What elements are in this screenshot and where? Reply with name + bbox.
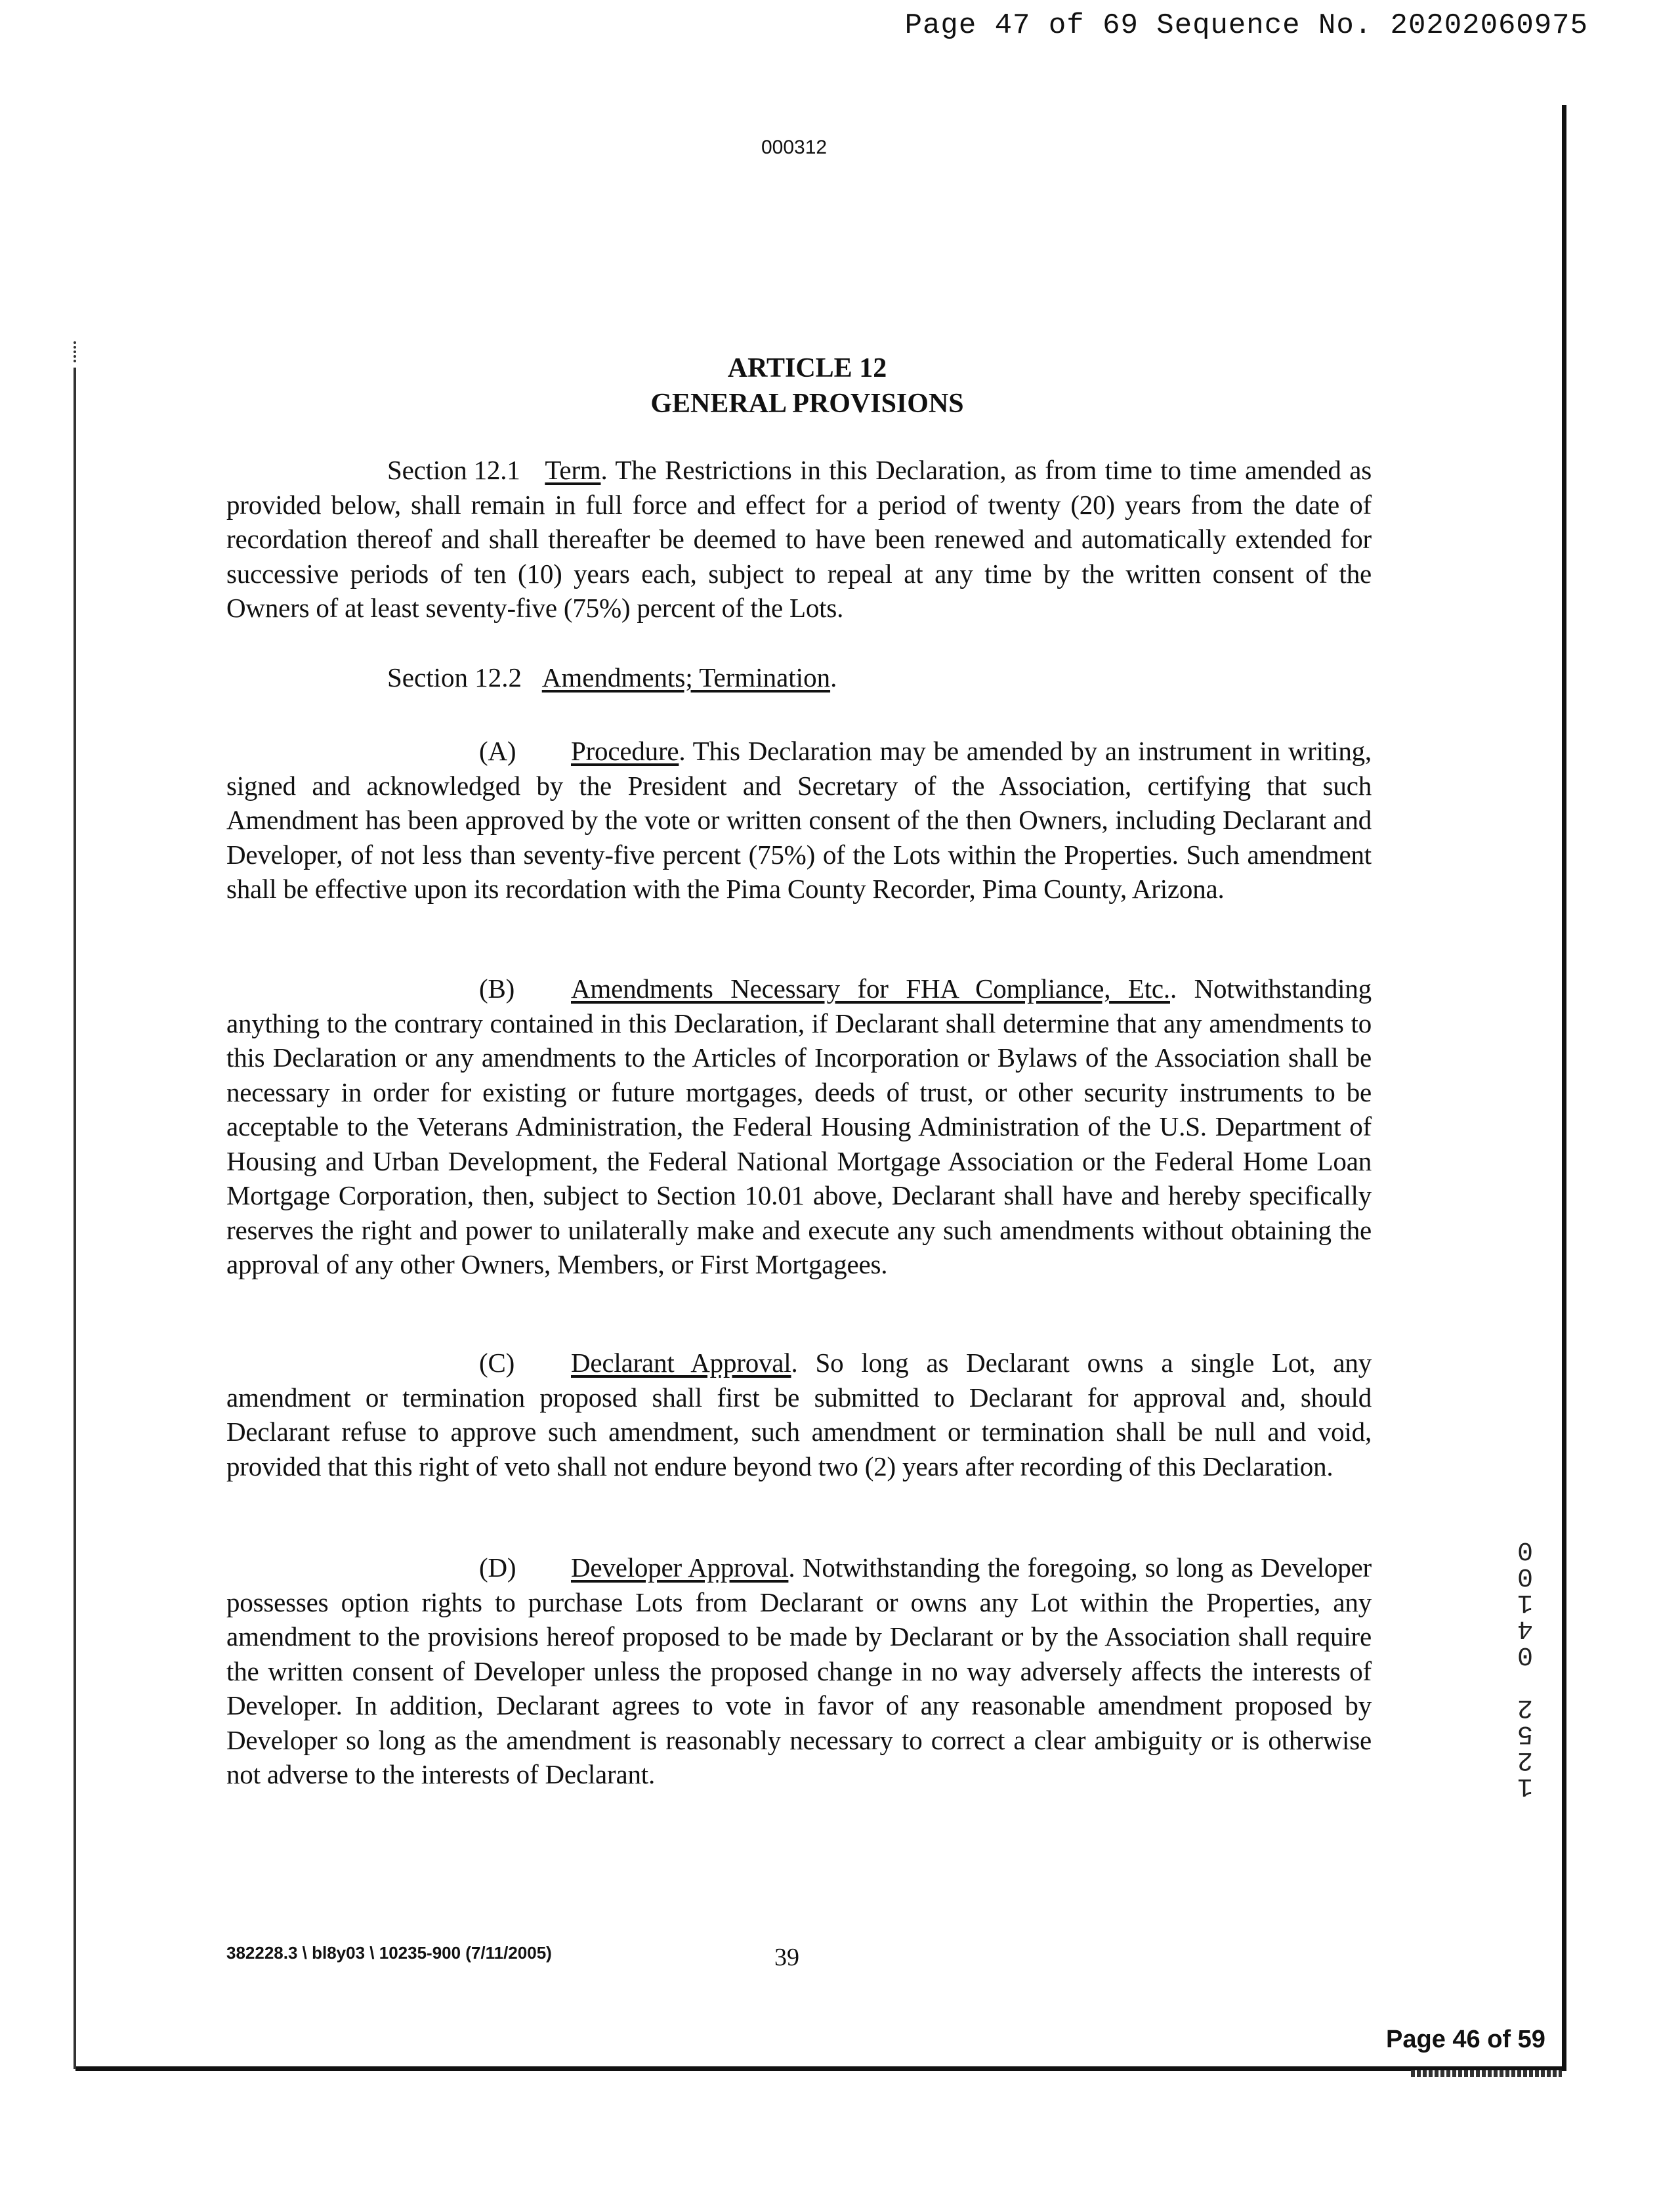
subsection-c-text: . So long as Declarant owns a single Lot, any amendment or termination proposed shall first be submitted to Declarant for approval and, should Declarant refuse to approve such amendment, such amendment or termination shall be null and void, provided that this right of veto shall not endure beyond two (2) years after recording of this Declaration. [226, 1348, 1372, 1481]
margin-stamp-digit: 1 [1517, 1771, 1534, 1801]
margin-stamp-digit: 0 [1517, 1561, 1534, 1590]
margin-stamp-digit: 1 [1517, 1587, 1534, 1617]
document-number: 000312 [761, 137, 828, 158]
section-12-2-heading: Amendments; Termination [541, 662, 831, 693]
section-12-1-text: . The Restrictions in this Declaration, as from time to time amended as provided below, shall remain in full force and effect for a period of twenty (20) years from the date of recordation thereof and shall thereafter be deemed to have been renewed and automatically extended for successive periods of ten (10) years each, subject to repeal at any time by the written consent of the Owners of at least seventy-five (75%) percent of the Lots. [226, 455, 1372, 623]
subsection-b-label: (B) [479, 973, 515, 1004]
footer-page-number: 39 [774, 1944, 799, 1971]
margin-stamp-digit: 2 [1517, 1745, 1534, 1774]
margin-stamp-digit: 0 [1517, 1640, 1534, 1669]
footer-document-reference: 382228.3 \ bl8y03 \ 10235-900 (7/11/2005) [226, 1943, 552, 1963]
illegible-fax-timestamp [1411, 2070, 1562, 2077]
section-12-2-trail: . [830, 662, 837, 693]
subsection-b-text: . Notwithstanding anything to the contrary contained in this Declaration, if Declarant shall determine that any amendments to this Declaration or any amendments to the Articles of Incorporation or Bylaws of the Association shall be necessary in order for existing or future mortgages, deeds of trust, or other security instruments to be acceptable to the Veterans Administration, the Federal Housing Administration of the U.S. Department of Housing and Urban Development, the Federal National Mortgage Association or the Federal Home Loan Mortgage Corporation, then, subject to Section 10.01 above, Declarant shall have and hereby specifically reserves the right and power to unilaterally make and execute any such amendments without obtaining the approval of any other Owners, Members, or First Mortgagees. [226, 973, 1372, 1279]
subsection-d-paragraph [226, 1550, 1372, 1792]
subsection-d-heading: Developer Approval [571, 1552, 789, 1583]
subsection-b-paragraph [226, 971, 1372, 1282]
section-12-2-heading-line [387, 662, 837, 693]
subsection-a-paragraph [226, 734, 1372, 906]
article-subtitle: GENERAL PROVISIONS [650, 389, 964, 419]
section-12-1-label: Section 12.1 [387, 455, 520, 485]
margin-stamp-digit: 4 [1517, 1613, 1534, 1643]
margin-stamp-digit: 0 [1517, 1535, 1534, 1564]
page-count-stamp: Page 46 of 59 [1386, 2026, 1545, 2053]
margin-stamp-digit: 2 [1517, 1692, 1534, 1722]
subsection-c-paragraph [226, 1346, 1372, 1483]
subsection-a-text: . This Declaration may be amended by an instrument in writing, signed and acknowledged by the President and Secretary of the Association, certifying that such Amendment has been approved by the vote or written consent of the then Owners, including Declarant and Developer, of not less than seventy-five percent (75%) of the Lots within the Properties. Such amendment shall be effective upon its recordation with the Pima County Recorder, Pima County, Arizona. [226, 736, 1372, 904]
section-12-2-label: Section 12.2 [387, 662, 522, 693]
subsection-c-heading: Declarant Approval [571, 1348, 791, 1378]
article-title: ARTICLE 12 [727, 353, 887, 383]
subsection-c-label: (C) [479, 1348, 515, 1378]
subsection-a-heading: Procedure [571, 736, 679, 766]
subsection-d-label: (D) [479, 1552, 516, 1583]
subsection-b-heading: Amendments Necessary for FHA Compliance, Etc. [571, 973, 1170, 1004]
page-border-bottom [75, 2066, 1566, 2071]
subsection-d-text: . Notwithstanding the foregoing, so long as Developer possesses option rights to purchase Lots from Declarant or owns any Lot within the Properties, any amendment to the provisions hereof proposed to be made by Declarant or by the Association shall require the written consent of Developer unless the proposed change in no way adversely affects the interests of Developer. In addition, Declarant agrees to vote in favor of any reasonable amendment proposed by Developer so long as the amendment is reasonably necessary to correct a clear ambiguity or is otherwise not adverse to the interests of Declarant. [226, 1552, 1372, 1789]
margin-stamp-digit: 5 [1517, 1718, 1534, 1748]
page-border-left [74, 368, 76, 2069]
vertical-margin-stamp [1509, 1536, 1541, 1799]
recording-header-stamp: Page 47 of 69 Sequence No. 20202060975 [904, 9, 1588, 42]
section-12-1-heading: Term [545, 455, 601, 485]
section-12-1-paragraph [226, 453, 1372, 626]
subsection-a-label: (A) [479, 736, 516, 766]
